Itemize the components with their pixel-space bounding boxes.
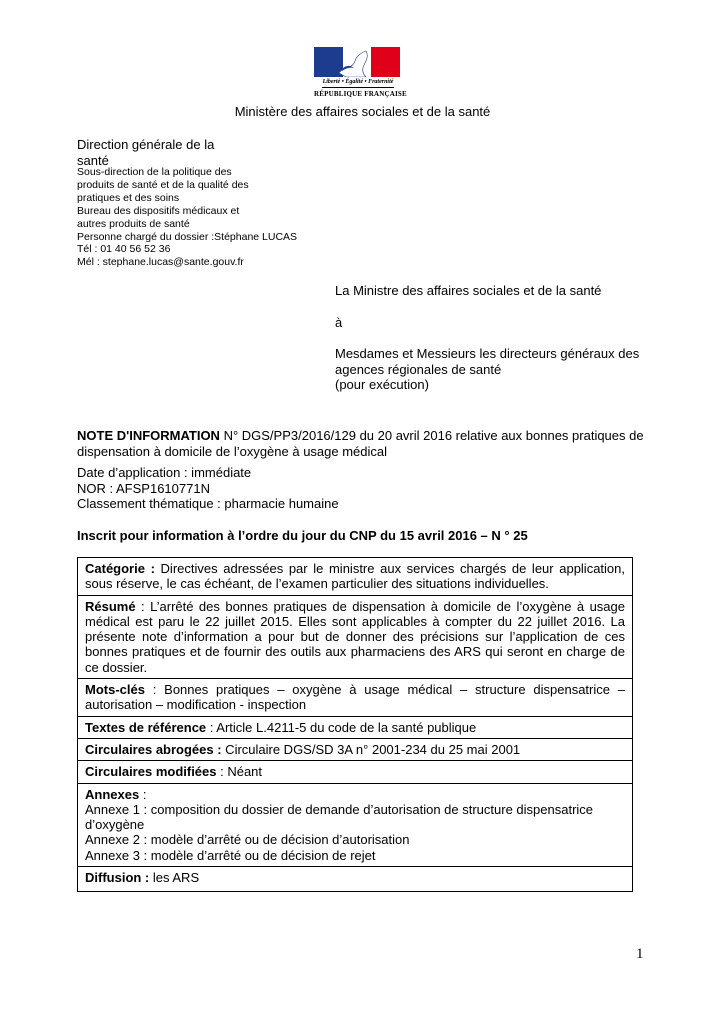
note-metadata — [77, 465, 647, 512]
marianne-profile-icon — [336, 51, 372, 77]
addressee-line: Mesdames et Messieurs les directeurs généraux des — [335, 346, 640, 361]
date-application: Date d’application : immédiate — [77, 465, 252, 480]
contact-phone: Tél : 01 40 56 52 36 — [77, 243, 171, 256]
cnp-notice: Inscrit pour information à l’ordre du jour du CNP du 15 avril 2016 – N ° 25 — [77, 528, 528, 543]
row-categorie: Catégorie : Directives adressées par le ministre aux services chargés de leur application, sous réserve, le cas échéant, de l’examen particulier des situations individuelles. — [78, 558, 632, 596]
note-title — [77, 428, 647, 459]
sender-details — [77, 166, 337, 269]
recipient-block — [335, 283, 665, 393]
detail-line: Bureau des dispositifs médicaux et — [77, 204, 240, 217]
ministry-title: Ministère des affaires sociales et de la santé — [234, 104, 491, 119]
row-resume: Résumé : L’arrêté des bonnes pratiques de dispensation à domicile de l’oxygène à usage médical est paru le 22 juillet 2015. Elles sont applicables à compter du 22 juillet 2016. La présente note d’information a pour but de donner des précisions sur l’application de ces bonnes pratiques et de fournir des outils aux pharmaciens des ARS qui seront en charge de ce dossier. — [78, 596, 632, 679]
recipient-to: à — [335, 314, 343, 330]
contact-email: Mél : stephane.lucas@sante.gouv.fr — [77, 256, 244, 269]
row-annexes: Annexes : Annexe 1 : composition du dossier de demande d’autorisation de structure dispensatrice d’oxygène Annexe 2 : modèle d’arrêté ou de décision d’autorisation Annexe 3 : modèle d’arrêté ou de décision de rejet — [78, 784, 632, 867]
addressee-line: (pour exécution) — [335, 377, 429, 392]
summary-table — [77, 557, 633, 892]
thematic-classification: Classement thématique : pharmacie humaine — [77, 496, 339, 511]
republic-name: RÉPUBLIQUE FRANÇAISE — [314, 90, 407, 98]
row-circulaires-abrogees: Circulaires abrogées : Circulaire DGS/SD 3A n° 2001-234 du 25 mai 2001 — [78, 739, 632, 761]
annex-item: Annexe 2 : modèle d’arrêté ou de décision d’autorisation — [85, 832, 410, 848]
nor-reference: NOR : AFSP1610771N — [77, 480, 210, 496]
row-mots-cles: Mots-clés : Bonnes pratiques – oxygène à usage médical – structure dispensatrice – autorisation – modification - inspection — [78, 679, 632, 717]
republic-motto: Liberté • Égalité • Fraternité — [322, 79, 394, 85]
detail-line: autres produits de santé — [77, 217, 190, 230]
annex-item: Annexe 3 : modèle d’arrêté ou de décision de rejet — [85, 847, 376, 863]
contact-person: Personne chargé du dossier :Stéphane LUCAS — [77, 230, 298, 243]
row-circulaires-modifiees: Circulaires modifiées : Néant — [78, 761, 632, 783]
row-diffusion: Diffusion : les ARS — [85, 870, 200, 886]
addressee-line: agences régionales de santé — [335, 361, 502, 377]
republic-logo — [314, 47, 407, 101]
annex-item: Annexe 1 : composition du dossier de demande d’autorisation de structure dispensatrice d’oxygène — [85, 801, 594, 833]
detail-line: produits de santé et de la qualité des — [77, 178, 249, 191]
note-text: N° DGS/PP3/2016/129 du 20 avril 2016 relative aux bonnes pratiques de dispensation à domicile de l’oxygène à usage médical — [77, 428, 644, 459]
detail-line: pratiques et des soins — [77, 191, 180, 204]
row-textes-reference: Textes de référence : Article L.4211-5 du code de la santé publique — [78, 717, 632, 739]
direction-name: Direction générale de la santé — [77, 137, 215, 168]
note-label: NOTE D'INFORMATION — [77, 428, 220, 443]
page-number: 1 — [636, 946, 644, 962]
sender-minister: La Ministre des affaires sociales et de la santé — [335, 283, 602, 298]
detail-line: Sous-direction de la politique des — [77, 166, 232, 178]
